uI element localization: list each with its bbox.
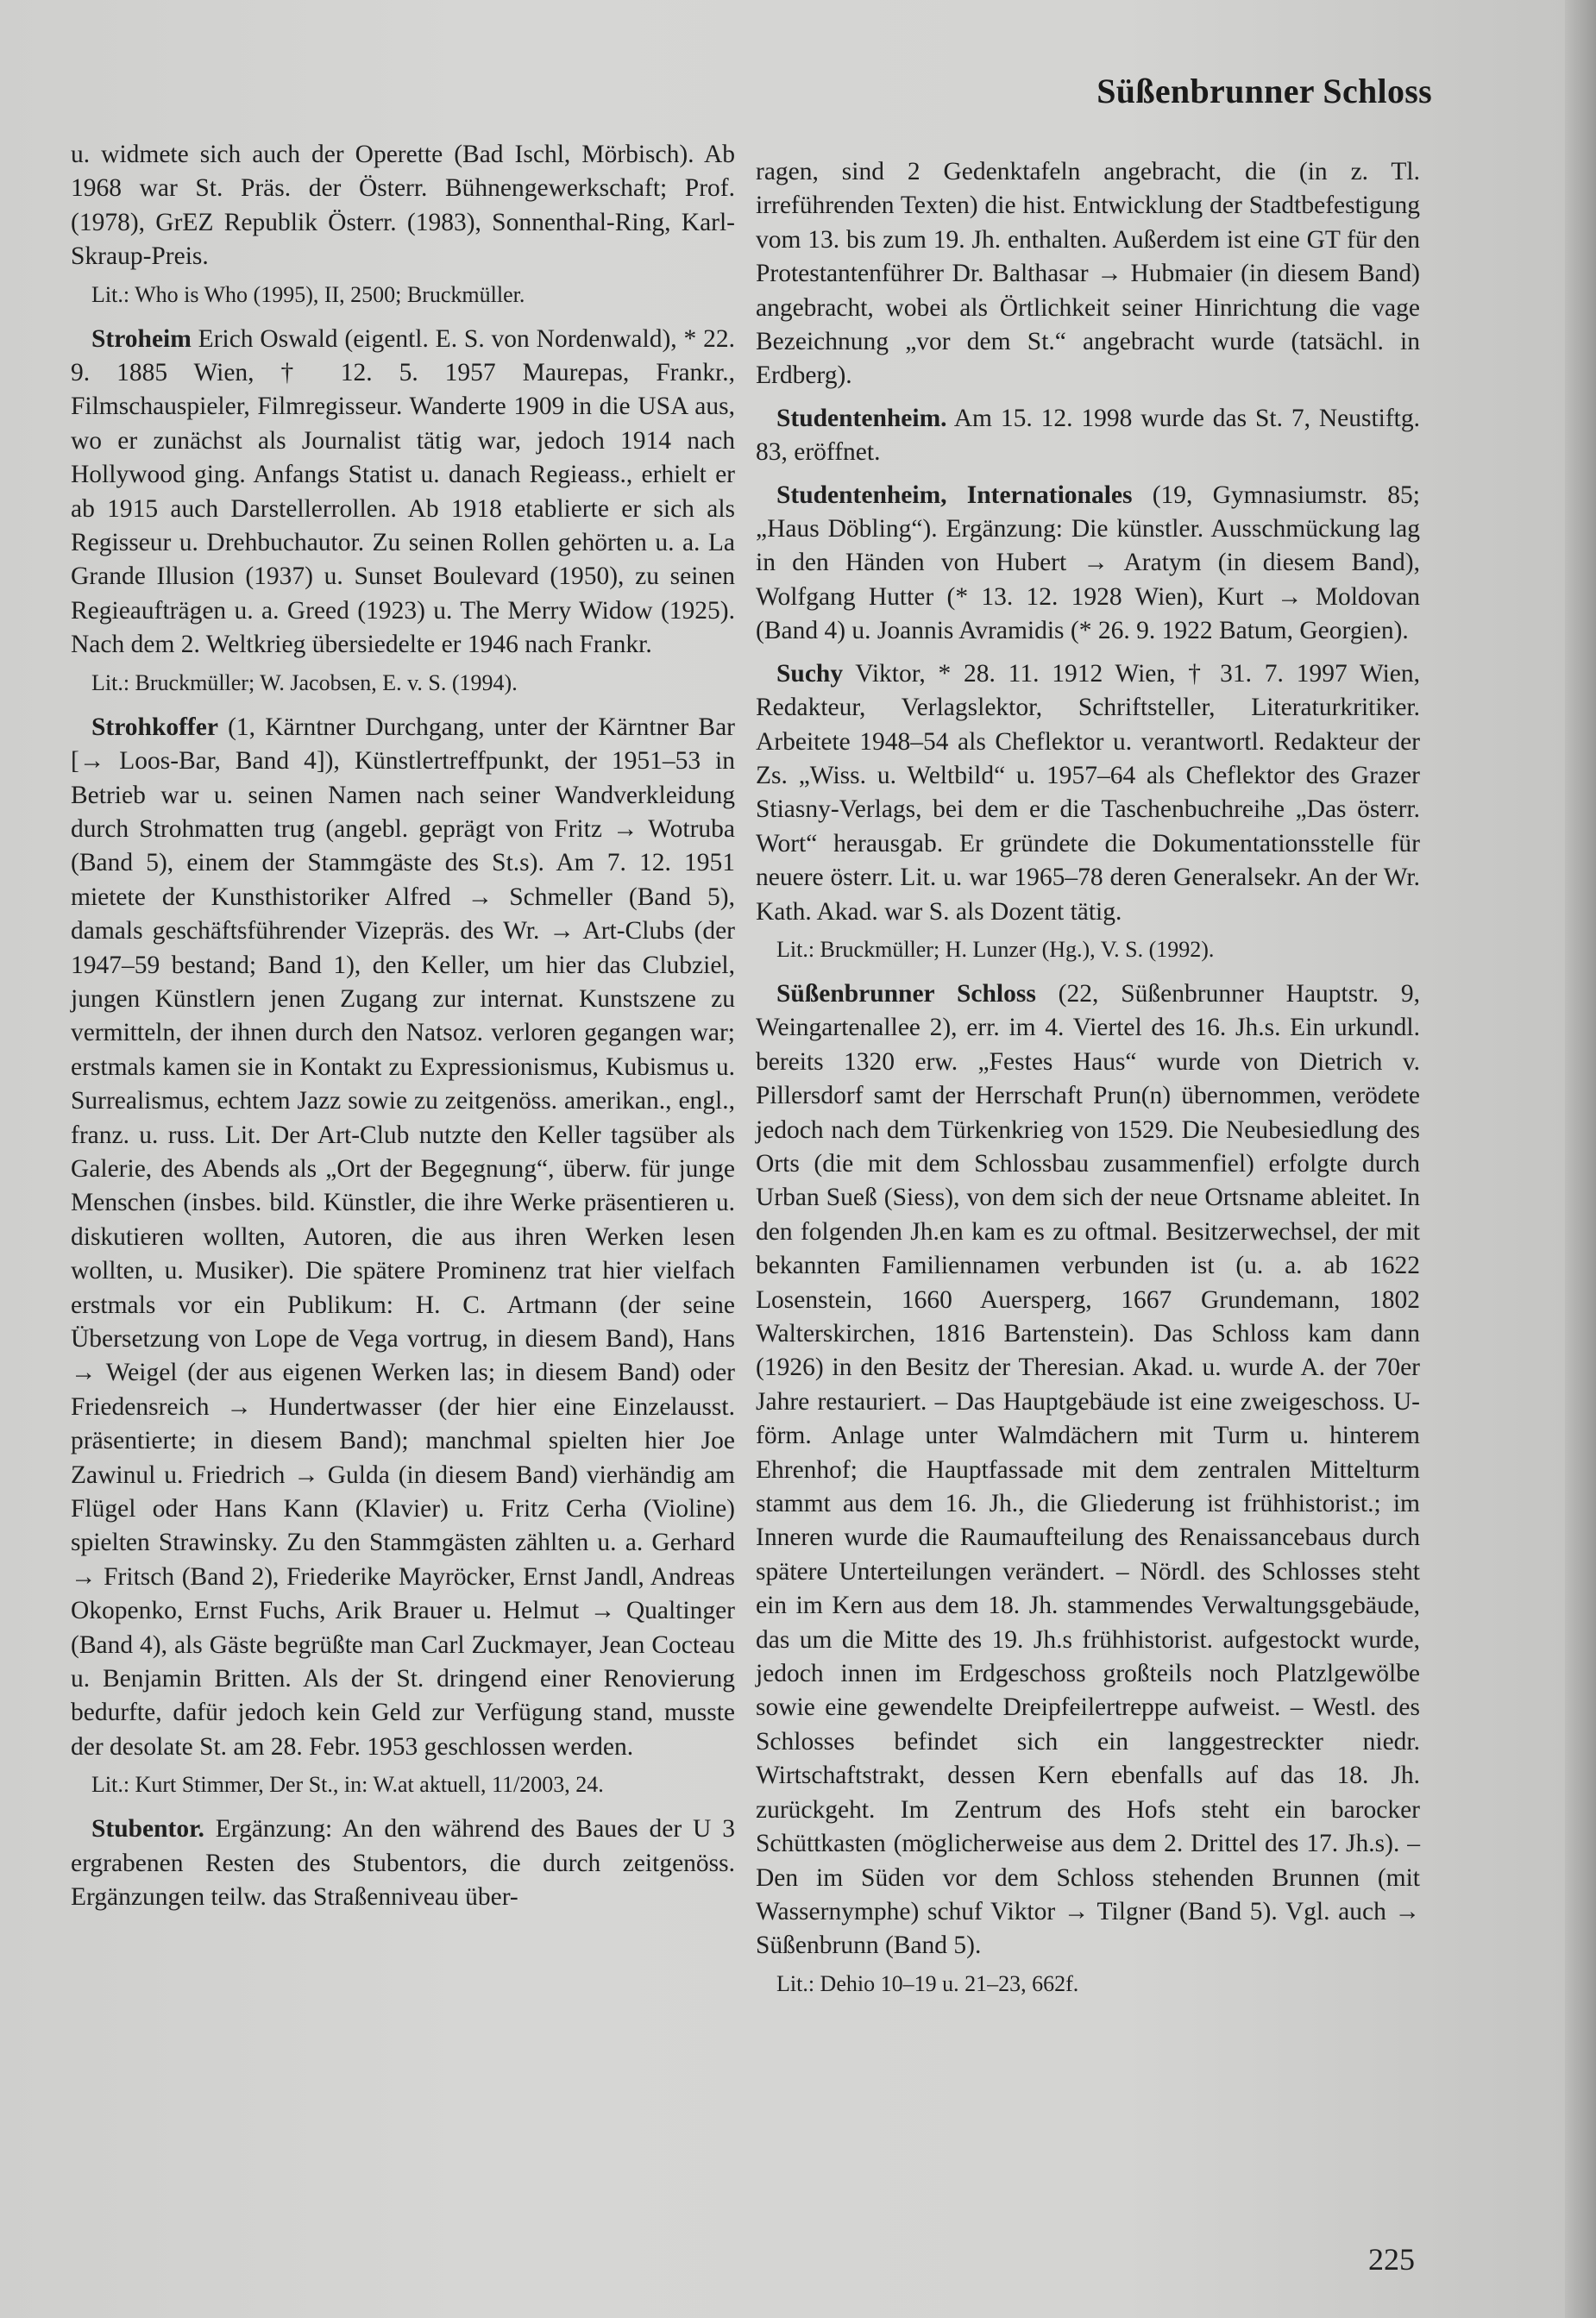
headword: Stubentor. — [91, 1815, 204, 1844]
literature-note: Lit.: Bruckmüller; W. Jacobsen, E. v. S. (1994). — [91, 669, 518, 695]
page-edge — [1565, 0, 1596, 2318]
entry-stubentor: Stubentor. Ergänzung: An den während des Baues der U 3 ergrabenen Resten des Stubentors, die durch zeitgenöss. Ergänzungen teilw. das Straßenniveau über- — [71, 1815, 735, 1912]
literature-note: Lit.: Kurt Stimmer, Der St., in: W.at aktuell, 11/2003, 24. — [91, 1772, 604, 1798]
literature-note: Lit.: Dehio 10–19 u. 21–23, 662f. — [776, 1970, 1079, 1996]
entry-strohkoffer: Strohkoffer (1, Kärntner Durchgang, unter der Kärntner Bar [→ Loos-Bar, Band 4]), Künstlertreffpunkt, der 1951–53 in Betrieb war u. seinen Namen nach seiner Wandverkleidung durch Strohmatten trug (angebl. geprägt von Fritz → Wotruba (Band 5), einem der Stammgäste des St.s). Am 7. 12. 1951 mietete der Kunsthistoriker Alfred → Schmeller (Band 5), damals geschäftsführender Vizepräs. des Wr. → Art-Clubs (der 1947–59 bestand; Band 1), den Keller, um hier das Clubziel, jungen Künstlern jenen Zugang zur internat. Kunstszene zu vermitteln, der ihnen durch den Natsoz. verloren gegangen war; erstmals kamen sie in Kontakt zu Expressionismus, Kubismus u. Surrealismus, echtem Jazz sowie zu zeitgenöss. amerikan., engl., franz. u. russ. Lit. Der Art-Club nutzte den Keller tagsüber als Galerie, des Abends als „Ort der Begegnung“, überw. für junge Menschen (insbes. bild. Künstler, die ihre Werke präsentieren u. diskutieren wollten, Autoren, die aus ihren Werken lesen wollten, u. Musiker). Die spätere Prominenz trat hier vielfach erstmals vor ein Publikum: H. C. Artmann (der seine Übersetzung von Lope de Vega vortrug, in diesem Band), Hans → Weigel (der aus eigenen Werken las; in diesem Band) oder Friedensreich → Hundertwasser (der hier eine Einzelausst. präsentierte; in diesem Band); manchmal spielten hier Joe Zawinul u. Friedrich → Gulda (in diesem Band) vierhändig am Flügel oder Hans Kann (Klavier) u. Fritz Cerha (Violine) spielten Strawinsky. Zu den Stammgästen zählten u. a. Gerhard → Fritsch (Band 2), Friederike Mayröcker, Ernst Jandl, Andreas Okopenko, Ernst Fuchs, Arik Brauer u. Helmut → Qualtinger (Band 4), als Gäste begrüßte man Carl Zuckmayer, Jean Cocteau u. Benjamin Britten. Als der St. dringend einer Renovierung bedurfte, dafür jedoch kein Geld zur Verfügung stand, musste der desolate St. am 28. Febr. 1953 geschlossen werden. — [71, 713, 735, 1761]
entry-suchy: Suchy Viktor, * 28. 11. 1912 Wien, † 31. 7. 1997 Wien, Redakteur, Verlagslektor, Schriftsteller, Literaturkritiker. Arbeitete 1948–54 als Cheflektor u. verantwortl. Redakteur der Zs. „Wiss. u. Weltbild“ u. 1957–64 als Cheflektor des Grazer Stiasny-Verlags, bei dem er die Taschenbuchreihe „Das österr. Wort“ herausgab. Er gründete die Dokumentationsstelle für neuere österr. Lit. u. war 1965–78 deren Generalsekr. An der Wr. Kath. Akad. war S. als Dozent tätig. — [756, 659, 1420, 926]
headword: Süßenbrunner Schloss — [776, 979, 1036, 1008]
headword: Strohkoffer — [91, 713, 218, 741]
page-number: 225 — [1368, 2242, 1415, 2277]
entry-suessenbrunner-schloss: Süßenbrunner Schloss (22, Süßenbrunner Hauptstr. 9, Weingartenallee 2), err. im 4. Viertel des 16. Jh.s. Ein urkundl. bereits 1320 erw. „Festes Haus“ wurde von Dietrich v. Pillersdorf samt der Herrschaft Prun(n) übernommen, verödete jedoch nach dem Türkenkrieg von 1529. Die Neubesiedlung des Orts (die mit dem Schlossbau zusammenfiel) erfolgte durch Urban Sueß (Siess), von dem sich der neue Ortsname ableitet. In den folgenden Jh.en kam es zu oftmal. Besitzerwechsel, der mit bekannten Familiennamen verbunden ist (u. a. ab 1622 Losenstein, 1660 Auersperg, 1667 Grundemann, 1802 Walterskirchen, 1816 Bartenstein). Das Schloss kam dann (1926) in den Besitz der Theresian. Akad. u. wurde A. der 70er Jahre restauriert. – Das Hauptgebäude ist eine zweigeschoss. U-förm. Anlage unter Walmdächern mit Turm u. hinterem Ehrenhof; die Hauptfassade mit dem zentralen Mittelturm stammt aus dem 16. Jh., die Gliederung ist frühhistorist.; im Inneren wurde die Raumaufteilung des Renaissancebaus durch spätere Unterteilungen verändert. – Nördl. des Schlosses steht ein im Kern aus dem 18. Jh. stammendes Verwaltungsgebäude, das um die Mitte des 19. Jh.s frühhistorist. aufgestockt wurde, jedoch innen im Erdgeschoss großteils noch Platzlgewölbe sowie eine gewendelte Dreipfeilertreppe aufweist. – Westl. des Schlosses befindet sich ein langgestreckter niedr. Wirtschaftstrakt, dessen Kern ebenfalls auf das 18. Jh. zurückgeht. Im Zentrum des Hofs steht ein barocker Schüttkasten (möglicherweise aus dem 2. Drittel des 17. Jh.s). – Den im Süden vor dem Schloss stehenden Brunnen (mit Wassernymphe) schuf Viktor → Tilgner (Band 5). Vgl. auch → Süßenbrunn (Band 5). — [756, 979, 1421, 1960]
headword: Studentenheim. — [776, 404, 947, 432]
right-column — [756, 155, 1420, 2012]
entry-stroheim: Stroheim Erich Oswald (eigentl. E. S. von Nordenwald), * 22. 9. 1885 Wien, † 12. 5. 1957 Maurepas, Frankr., Filmschauspieler, Filmregisseur. Wanderte 1909 in die USA aus, wo er zunächst als Journalist tätig war, jedoch 1914 nach Hollywood ging. Anfangs Statist u. danach Regieass., erhielt er ab 1915 auch Darstellerrollen. Ab 1918 etablierte er sich als Regisseur u. Drehbuchautor. Zu seinen Rollen gehörten u. a. La Grande Illusion (1937) u. Sunset Boulevard (1950), zu seinen Regieaufträgen u. a. Greed (1923) u. The Merry Widow (1925). Nach dem 2. Weltkrieg übersiedelte er 1946 nach Frankr. — [71, 324, 735, 659]
literature-note: Lit.: Bruckmüller; H. Lunzer (Hg.), V. S. (1992). — [776, 936, 1215, 962]
headword: Stroheim — [91, 324, 192, 353]
running-head: Süßenbrunner Schloss — [1096, 72, 1432, 110]
headword: Suchy — [776, 659, 844, 688]
entry-continuation: ragen, sind 2 Gedenktafeln angebracht, die (in z. Tl. irreführenden Texten) die hist. Entwicklung der Stadtbefestigung vom 13. bis zum 19. Jh. enthalten. Außerdem ist eine GT für den Protestantenführer Dr. Balthasar → Hubmaier (in diesem Band) angebracht, wobei als Örtlichkeit seiner Hinrichtung die vage Bezeichnung „vor dem St.“ angebracht wurde (tatsächl. in Erdberg). — [756, 158, 1420, 390]
entry-continuation: u. widmete sich auch der Operette (Bad Ischl, Mörbisch). Ab 1968 war St. Präs. der Österr. Bühnengewerkschaft; Prof. (1978), GrEZ Republik Österr. (1983), Sonnenthal-Ring, Karl-Skraup-Preis. — [71, 141, 735, 271]
left-column — [71, 138, 735, 1920]
literature-note: Lit.: Who is Who (1995), II, 2500; Bruckmüller. — [91, 281, 525, 307]
entry-studentenheim: Studentenheim. Am 15. 12. 1998 wurde das St. 7, Neustiftg. 83, eröffnet. — [756, 404, 1420, 467]
entry-studentenheim-internationales: Studentenheim, Internationales (19, Gymnasiumstr. 85; „Haus Döbling“). Ergänzung: Die künstler. Ausschmückung lag in den Händen von Hubert → Aratym (in diesem Band), Wolfgang Hutter (* 13. 12. 1928 Wien), Kurt → Moldovan (Band 4) u. Joannis Avramidis (* 26. 9. 1922 Batum, Georgien). — [756, 481, 1420, 645]
headword: Studentenheim, Internationales — [776, 481, 1133, 509]
